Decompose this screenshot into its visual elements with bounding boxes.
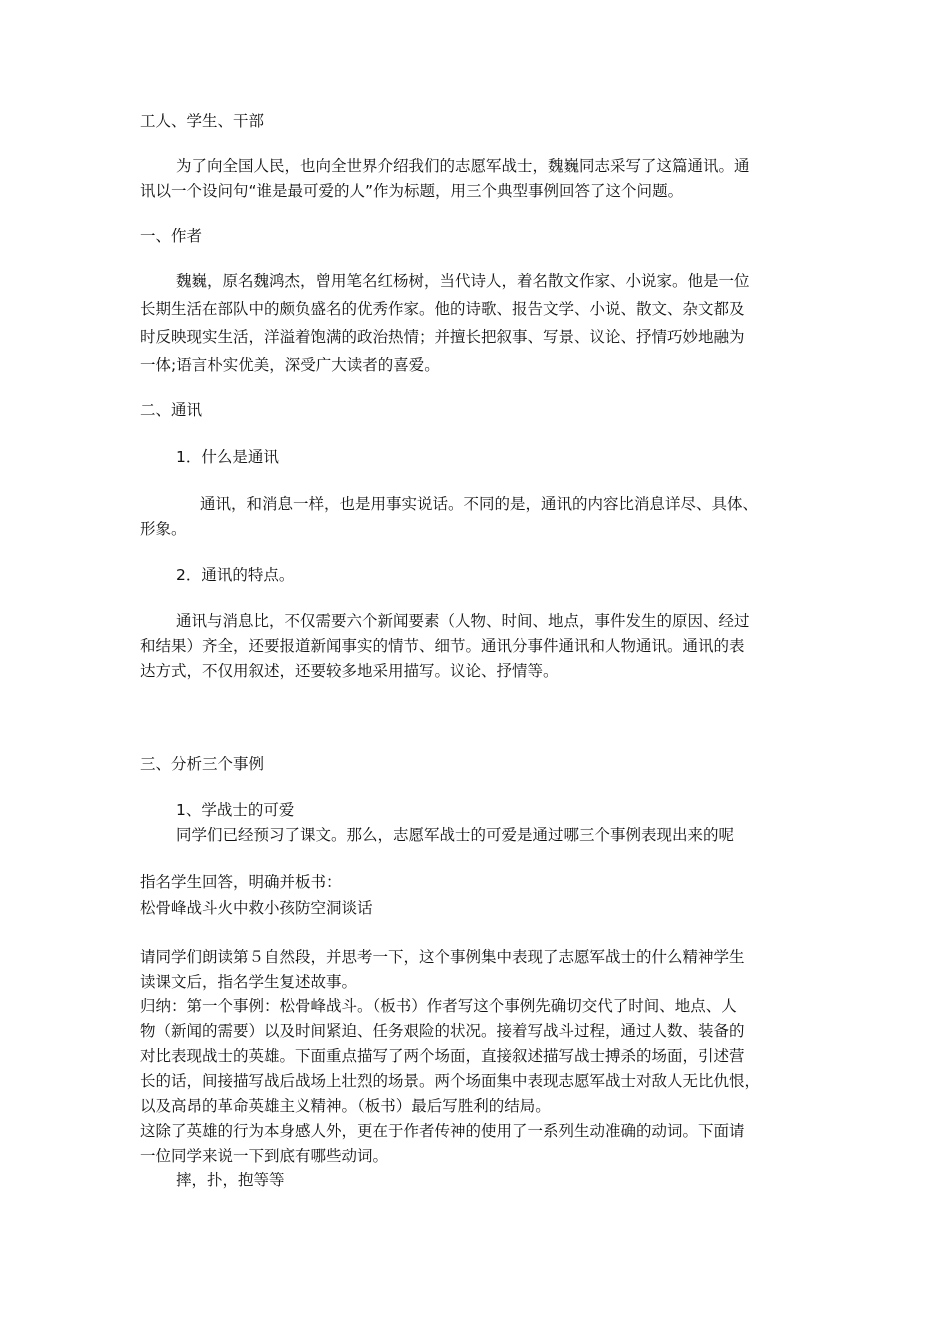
board-note-line: 松骨峰战斗火中救小孩防空洞谈话 <box>140 899 373 917</box>
summary-paragraph-line: 长的话，间接描写战后战场上壮烈的场景。两个场面集中表现志愿军战士对敌人无比仇恨， <box>140 1072 761 1090</box>
reading-task-line: 请同学们朗读第５自然段，并思考一下，这个事例集中表现了志愿军战士的什么精神学生 <box>140 948 745 966</box>
definition-paragraph-line: 形象。 <box>140 520 187 538</box>
intro-paragraph-line: 讯以一个设问句“谁是最可爱的人”作为标题，用三个典型事例回答了这个问题。 <box>140 182 684 200</box>
subheading-soldiers-lovable: 1、学战士的可爱 <box>176 801 295 819</box>
section-heading-news-report: 二、通讯 <box>140 401 203 419</box>
section-heading-author: 一、作者 <box>140 227 203 245</box>
definition-paragraph-line: 通讯，和消息一样，也是用事实说话。不同的是，通讯的内容比消息详尽、具体、 <box>200 495 759 513</box>
features-paragraph-line: 通讯与消息比，不仅需要六个新闻要素（人物、时间、地点，事件发生的原因、经过 <box>176 612 750 630</box>
subheading-what-is-report: 1．什么是通讯 <box>176 448 279 466</box>
summary-paragraph-line: 以及高昂的革命英雄主义精神。（板书）最后写胜利的结局。 <box>140 1097 551 1115</box>
summary-paragraph-line: 物（新闻的需要）以及时间紧迫、任务艰险的状况。接着写战斗过程，通过人数、装备的 <box>140 1022 745 1040</box>
subheading-report-features: 2．通讯的特点。 <box>176 566 295 584</box>
verbs-answer-line: 摔，扑，抱等等 <box>176 1171 285 1189</box>
summary-paragraph-line: 对比表现战士的英雄。下面重点描写了两个场面，直接叙述描写战士搏杀的场面，引述营 <box>140 1047 745 1065</box>
features-paragraph-line: 和结果）齐全，还要报道新闻事实的情节、细节。通讯分事件通讯和人物通讯。通讯的表 <box>140 637 745 655</box>
section-heading-three-examples: 三、分析三个事例 <box>140 755 265 773</box>
verbs-paragraph-line: 这除了英雄的行为本身感人外，更在于作者传神的使用了一系列生动准确的动词。下面请 <box>140 1122 745 1140</box>
instruction-line: 指名学生回答，明确并板书： <box>140 873 342 891</box>
heading-workers-students-cadres: 工人、学生、干部 <box>140 112 265 130</box>
features-paragraph-line: 达方式，不仅用叙述，还要较多地采用描写。议论、抒情等。 <box>140 662 559 680</box>
summary-paragraph-line: 归纳：第一个事例：松骨峰战斗。（板书）作者写这个事例先确切交代了时间、地点、人 <box>140 997 737 1015</box>
reading-task-line: 读课文后，指名学生复述故事。 <box>140 973 358 991</box>
verbs-paragraph-line: 一位同学来说一下到底有哪些动词。 <box>140 1147 389 1165</box>
author-paragraph-line: 长期生活在部队中的颇负盛名的优秀作家。他的诗歌、报告文学、小说、散文、杂文都及 <box>140 300 745 318</box>
author-paragraph-line: 一体;语言朴实优美，深受广大读者的喜爱。 <box>140 356 440 374</box>
intro-paragraph-line: 为了向全国人民，也向全世界介绍我们的志愿军战士，魏巍同志采写了这篇通讯。通 <box>176 157 750 175</box>
author-paragraph-line: 时反映现实生活，洋溢着饱满的政治热情；并擅长把叙事、写景、议论、抒情巧妙地融为 <box>140 328 745 346</box>
author-paragraph-line: 魏巍，原名魏鸿杰，曾用笔名红杨树，当代诗人，着名散文作家、小说家。他是一位 <box>176 272 750 290</box>
question-line: 同学们已经预习了课文。那么，志愿军战士的可爱是通过哪三个事例表现出来的呢 <box>176 826 735 844</box>
